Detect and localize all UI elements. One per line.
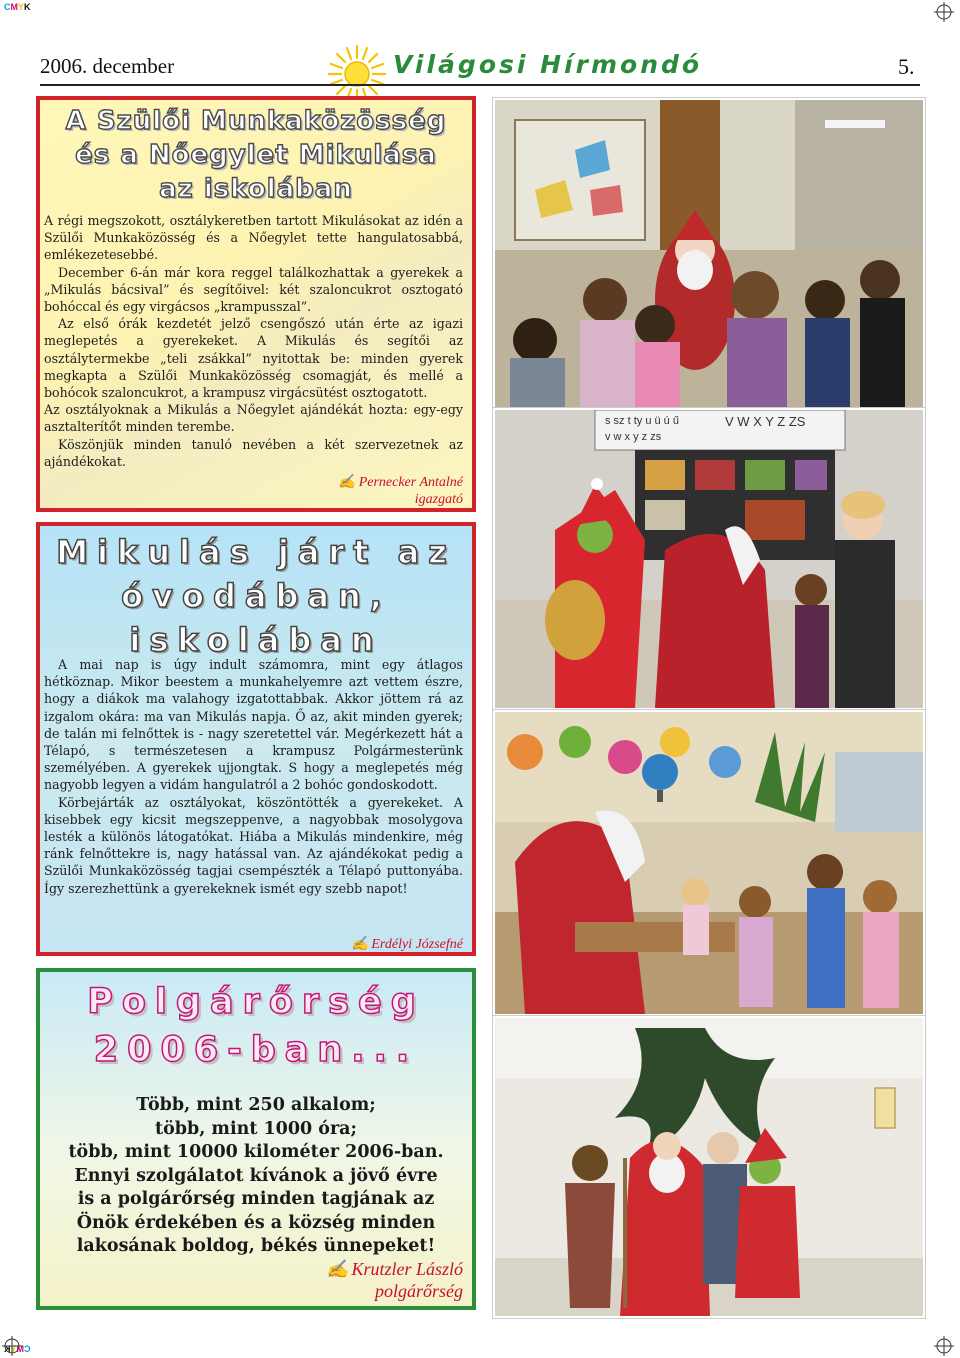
registration-mark-icon	[2, 1336, 22, 1356]
title-line: és a Nőegylet Mikulása	[75, 140, 437, 170]
article-title-2	[44, 530, 468, 662]
author-name: Krutzler László	[351, 1259, 463, 1279]
paragraph: Az első órák kezdetét jelző csengőszó után érte az igazi meglepetés a gyerekeket. A Mikulás és segítői az osztálytermekbe „teli zsákkal” nyitottak be: minden gyerek megkapta a Szülői Munkaközösség csomagját, és mellé a bohócok szaloncukrot, a krampusz virgácsütést osztogatott.	[44, 316, 463, 401]
paragraph: A mai nap is úgy indult számomra, mint egy átlagos hétköznap. Mikor beestem a munkahelyemre azt vettem észre, hogy a diákok ma valahogy izgatottabbak. Akkor jöttem rá az izgalom okára: ma van Mikulás napja. Ő az, akit minden gyerek; de talán mi felnőttek is - nagy szeretettel vár. Megérkezett hát a Télapó, s természetesen a krampusz Polgármesterünk személyében. A gyerekek ujjongtak. S hogy a meglepetés még nagyobb legyen a vidám hangulatról a 2 bohóc gondoskodott.	[44, 657, 463, 793]
photo-santa-kindergarten	[493, 710, 925, 1016]
photo-santa-classroom	[493, 98, 925, 412]
text-line: Több, mint 250 alkalom;	[136, 1095, 376, 1115]
article-title-1	[40, 104, 472, 206]
text-line: Önök érdekében és a község minden	[76, 1212, 436, 1233]
text-line: több, mint 1000 óra;	[155, 1118, 357, 1139]
registration-mark-icon	[934, 2, 954, 22]
photo-polgarorseg-santa	[493, 1016, 925, 1318]
article-signature-1	[44, 474, 463, 508]
photo-illustration	[495, 712, 923, 1014]
page-number: 5.	[898, 54, 915, 79]
pen-icon: ✍	[326, 1259, 349, 1279]
text-line: Ennyi szolgálatot kívánok a jövő évre	[74, 1165, 438, 1186]
board-text: v w x y z zs	[605, 431, 662, 443]
article-title-3	[44, 978, 468, 1074]
title-line: Polgárőrség	[87, 982, 425, 1022]
text-line: több, mint 10000 kilométer 2006-ban.	[68, 1142, 444, 1162]
title-line: iskolában	[129, 621, 383, 659]
photo-illustration	[495, 100, 923, 410]
article-body-1	[44, 212, 463, 470]
article-signature-3	[44, 1258, 463, 1302]
article-signature-2	[44, 936, 463, 953]
article-body-3	[44, 1094, 468, 1259]
paragraph: A régi megszokott, osztálykeretben tartott Mikulásokat az idén a Szülői Munkaközösség és a Nőegylet tette hangulatosabbá, emlékezetesebbé.	[44, 213, 463, 263]
photo-santa-krampus-teacher	[493, 408, 925, 710]
author-role: polgárőrség	[374, 1281, 463, 1301]
registration-mark-icon	[934, 1336, 954, 1356]
text-line: lakosának boldog, békés ünnepeket!	[76, 1236, 436, 1256]
issue-date: 2006. december	[40, 54, 175, 78]
sun-icon	[327, 44, 387, 104]
paragraph: December 6-án már kora reggel találkozhattak a gyerekek a „Mikulás bácsival” és segítőivel: két szaloncukrot osztogató bohóccal és egy virgácsos „krampusszal”.	[44, 264, 463, 315]
board-text: V W X Y Z ZS	[725, 414, 806, 429]
photo-illustration	[495, 410, 923, 708]
pen-icon: ✍	[350, 937, 369, 952]
paragraph: Köszönjük minden tanuló nevében a két szervezetnek az ajándékokat.	[44, 436, 463, 469]
photo-illustration	[495, 1018, 923, 1316]
author-role: igazgató	[414, 492, 463, 507]
paragraph: Az osztályoknak a Mikulás a Nőegylet ajándékát hozta: egy-egy asztalterítőt minden terembe.	[44, 402, 463, 435]
cmyk-color-bar-bottom: CMYK	[4, 1344, 31, 1354]
cmyk-color-bar-top: CMYK	[4, 2, 31, 12]
paragraph: Körbejárták az osztályokat, köszöntötték a gyerekeket. A kisebbek egy kicsit megszeppenve, a nagyobbak mosolygova lesték a különös látogatókat. Hiába a Mikulás mindenkire, még ránk felnőttekre is, nagy hatással van. Az ajándékokat pedig a Szülői Munkaközösség tagjai csempészték a Télapó puttonyába. Így szerezhettünk a gyerekeknek ismét egy szebb napot!	[44, 794, 463, 896]
title-line: az iskolában	[159, 174, 353, 204]
author-name: Erdélyi Józsefné	[371, 937, 463, 952]
title-line: óvodában,	[121, 577, 391, 615]
newspaper-title: Világosi Hírmondó	[393, 50, 703, 79]
title-line: A Szülői Munkaközösség	[65, 106, 447, 136]
text-line: is a polgárőrség minden tagjának az	[77, 1189, 435, 1209]
header-rule	[40, 84, 920, 86]
title-line: 2006-ban...	[93, 1030, 419, 1070]
board-text: s sz t ty u ü ú ű	[605, 415, 679, 427]
title-line: Mikulás járt az	[56, 533, 456, 571]
article-body-2	[44, 656, 463, 897]
pen-icon: ✍	[338, 475, 356, 490]
author-name: Pernecker Antalné	[358, 475, 463, 490]
